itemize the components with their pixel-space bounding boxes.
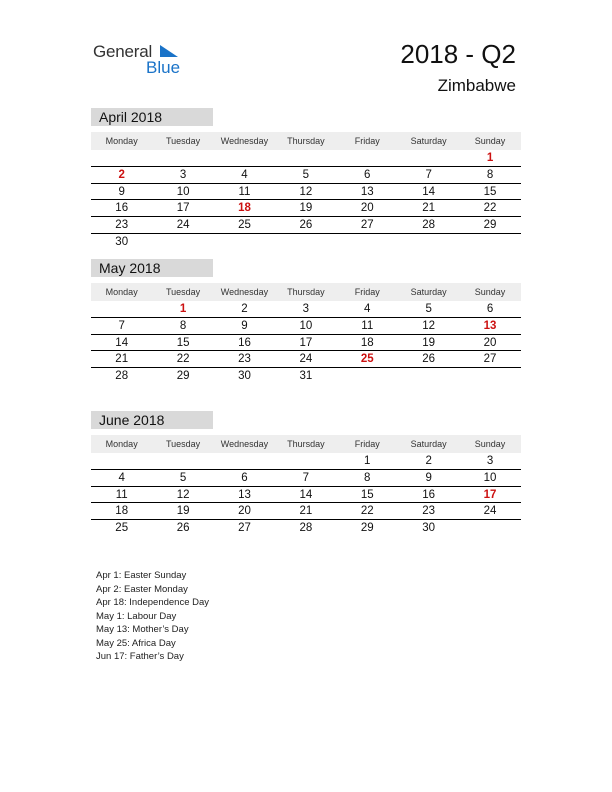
weekday-label: Friday — [354, 287, 380, 297]
weekday-label: Sunday — [474, 136, 506, 146]
day-cell: 26 — [299, 219, 313, 232]
day-cell: 14 — [115, 336, 129, 349]
day-cell — [459, 234, 520, 251]
day-cell: 26 — [422, 353, 436, 366]
day-cell: 30 — [115, 235, 129, 248]
day-cell — [337, 234, 398, 251]
weekday-header-row — [91, 435, 521, 453]
weekday-label: Wednesday — [220, 136, 269, 146]
holiday-note: May 13: Mother’s Day — [96, 624, 189, 635]
month-block — [91, 259, 521, 385]
day-cell: 29 — [360, 522, 374, 535]
weekday-label: Saturday — [410, 287, 447, 297]
week-row — [91, 335, 521, 352]
day-cell: 10 — [176, 185, 190, 198]
day-cell: 28 — [422, 219, 436, 232]
country-name: Zimbabwe — [437, 76, 516, 95]
day-cell: 5 — [179, 471, 187, 484]
day-cell: 7 — [118, 319, 125, 332]
day-cell: 10 — [299, 319, 313, 332]
day-cell: 27 — [238, 522, 251, 535]
week-row — [91, 520, 521, 537]
day-cell: 25 — [238, 219, 251, 232]
week-row — [91, 318, 521, 335]
weekday-header-row — [91, 132, 521, 150]
day-cell: 18 — [360, 336, 374, 349]
holiday-day-cell: 1 — [179, 303, 187, 315]
week-row — [91, 217, 521, 234]
day-cell: 25 — [115, 522, 129, 535]
month-block — [91, 411, 521, 537]
day-cell — [398, 368, 459, 385]
holiday-day-cell: 2 — [118, 168, 125, 181]
week-row — [91, 301, 521, 318]
day-cell: 16 — [238, 336, 251, 349]
weekday-label: Friday — [354, 136, 380, 146]
day-cell: 21 — [115, 353, 129, 366]
day-cell: 5 — [425, 303, 432, 315]
week-row — [91, 487, 521, 504]
day-cell: 6 — [364, 168, 371, 181]
holiday-day-cell: 25 — [360, 353, 374, 366]
day-cell: 23 — [422, 505, 436, 518]
day-cell: 15 — [176, 336, 190, 349]
day-cell: 8 — [486, 168, 494, 181]
day-cell: 22 — [176, 353, 190, 366]
day-cell: 3 — [486, 455, 494, 467]
day-cell — [275, 234, 336, 251]
holiday-note: Apr 2: Easter Monday — [96, 583, 188, 595]
day-cell: 9 — [425, 471, 432, 484]
day-cell: 14 — [422, 185, 436, 198]
day-cell — [398, 234, 459, 251]
weekday-header-row — [91, 283, 521, 301]
week-row — [91, 453, 521, 470]
weekday-label: Tuesday — [165, 287, 201, 297]
day-cell: 3 — [179, 168, 187, 181]
day-cell: 24 — [176, 219, 190, 232]
logo-text-blue: Blue — [146, 58, 181, 77]
day-cell: 23 — [238, 353, 251, 366]
weekday-label: Thursday — [287, 136, 325, 146]
day-cell: 19 — [176, 505, 190, 518]
day-cell: 16 — [422, 488, 436, 501]
day-cell: 15 — [483, 185, 497, 198]
logo-flag-icon — [160, 45, 178, 59]
weekday-label: Monday — [105, 136, 138, 146]
holiday-note: May 1: Labour Day — [96, 610, 177, 622]
day-cell: 20 — [238, 505, 251, 518]
day-cell: 30 — [238, 370, 251, 383]
day-cell: 12 — [299, 185, 313, 198]
day-cell: 20 — [360, 202, 374, 215]
day-cell: 28 — [299, 522, 313, 535]
day-cell: 2 — [425, 455, 432, 467]
weekday-label: Sunday — [474, 439, 506, 449]
day-cell: 13 — [360, 185, 374, 198]
weekday-label: Monday — [105, 439, 138, 449]
day-cell: 7 — [425, 168, 432, 181]
day-cell: 20 — [483, 336, 497, 349]
day-cell — [91, 453, 152, 469]
day-cell: 12 — [422, 319, 436, 332]
day-cell: 23 — [115, 219, 129, 232]
day-cell — [91, 150, 152, 166]
day-cell: 30 — [422, 522, 436, 535]
day-cell: 24 — [299, 353, 313, 366]
weekday-label: Tuesday — [165, 439, 201, 449]
day-cell: 21 — [422, 202, 436, 215]
day-cell: 17 — [299, 336, 313, 349]
day-cell: 17 — [176, 202, 190, 215]
day-cell — [214, 234, 275, 251]
weekday-label: Monday — [105, 287, 138, 297]
day-cell: 28 — [115, 370, 129, 383]
weekday-label: Thursday — [287, 287, 325, 297]
day-cell: 9 — [118, 185, 125, 198]
weekday-label: Tuesday — [165, 136, 201, 146]
week-row — [91, 470, 521, 487]
day-cell — [398, 150, 459, 166]
day-cell: 26 — [176, 522, 190, 535]
page-title: 2018 - Q2 — [400, 39, 516, 69]
day-cell: 16 — [115, 202, 129, 215]
weekday-label: Saturday — [410, 136, 447, 146]
day-cell: 29 — [483, 219, 497, 232]
week-row — [91, 351, 521, 368]
week-row — [91, 368, 521, 385]
day-cell: 3 — [302, 303, 310, 315]
day-cell: 18 — [115, 505, 129, 518]
month-title: April 2018 — [91, 108, 213, 126]
day-cell: 2 — [241, 303, 248, 315]
month-title: June 2018 — [91, 411, 213, 429]
day-cell: 24 — [483, 505, 497, 518]
holiday-note: Apr 18: Independence Day — [96, 597, 210, 608]
day-cell — [459, 368, 520, 385]
day-cell: 4 — [241, 168, 248, 181]
day-cell: 8 — [179, 319, 187, 332]
weekday-label: Thursday — [287, 439, 325, 449]
holiday-note: May 25: Africa Day — [96, 637, 176, 649]
weekday-label: Sunday — [474, 287, 506, 297]
day-cell: 29 — [176, 370, 190, 383]
holiday-note: Apr 1: Easter Sunday — [96, 570, 187, 581]
day-cell: 7 — [302, 471, 310, 484]
day-cell — [152, 150, 213, 166]
week-row — [91, 503, 521, 520]
holiday-note: Jun 17: Father’s Day — [96, 651, 184, 662]
day-cell: 19 — [422, 336, 436, 349]
day-cell: 11 — [238, 185, 251, 198]
day-cell: 22 — [483, 202, 497, 215]
day-cell — [214, 453, 275, 469]
day-cell: 21 — [299, 505, 313, 518]
day-cell: 14 — [299, 488, 313, 501]
day-cell: 4 — [364, 303, 371, 315]
day-cell: 1 — [364, 455, 371, 467]
day-cell — [152, 234, 213, 251]
day-cell: 6 — [486, 303, 494, 315]
day-cell: 22 — [360, 505, 374, 518]
month-title: May 2018 — [91, 259, 213, 277]
logo-text-general: General — [93, 42, 153, 61]
day-cell: 4 — [118, 471, 125, 484]
day-cell — [152, 453, 213, 469]
holiday-notes — [96, 569, 209, 664]
day-cell: 11 — [115, 488, 128, 501]
holiday-day-cell: 17 — [483, 488, 497, 501]
holiday-day-cell: 13 — [483, 319, 497, 332]
day-cell: 27 — [360, 219, 374, 232]
day-cell — [337, 150, 398, 166]
weekday-label: Wednesday — [220, 287, 269, 297]
day-cell: 12 — [176, 488, 190, 501]
week-row — [91, 200, 521, 217]
day-cell: 15 — [360, 488, 374, 501]
day-cell: 31 — [299, 370, 313, 383]
weekday-label: Friday — [354, 439, 380, 449]
week-row — [91, 150, 521, 167]
week-row — [91, 234, 521, 251]
holiday-day-cell: 18 — [238, 202, 251, 215]
day-cell: 19 — [299, 202, 313, 215]
month-block — [91, 108, 521, 251]
day-cell: 9 — [241, 319, 248, 332]
day-cell: 6 — [241, 471, 248, 484]
day-cell: 13 — [238, 488, 251, 501]
day-cell — [337, 368, 398, 385]
day-cell: 10 — [483, 471, 497, 484]
day-cell — [275, 453, 336, 469]
day-cell: 11 — [361, 319, 374, 332]
day-cell — [91, 301, 152, 317]
weekday-label: Saturday — [410, 439, 447, 449]
day-cell: 27 — [483, 353, 497, 366]
holiday-day-cell: 1 — [486, 152, 494, 164]
day-cell: 5 — [302, 168, 310, 181]
day-cell — [275, 150, 336, 166]
weekday-label: Wednesday — [220, 439, 269, 449]
week-row — [91, 167, 521, 184]
logo — [93, 42, 193, 82]
week-row — [91, 184, 521, 201]
day-cell: 8 — [364, 471, 371, 484]
day-cell — [459, 520, 520, 537]
day-cell — [214, 150, 275, 166]
